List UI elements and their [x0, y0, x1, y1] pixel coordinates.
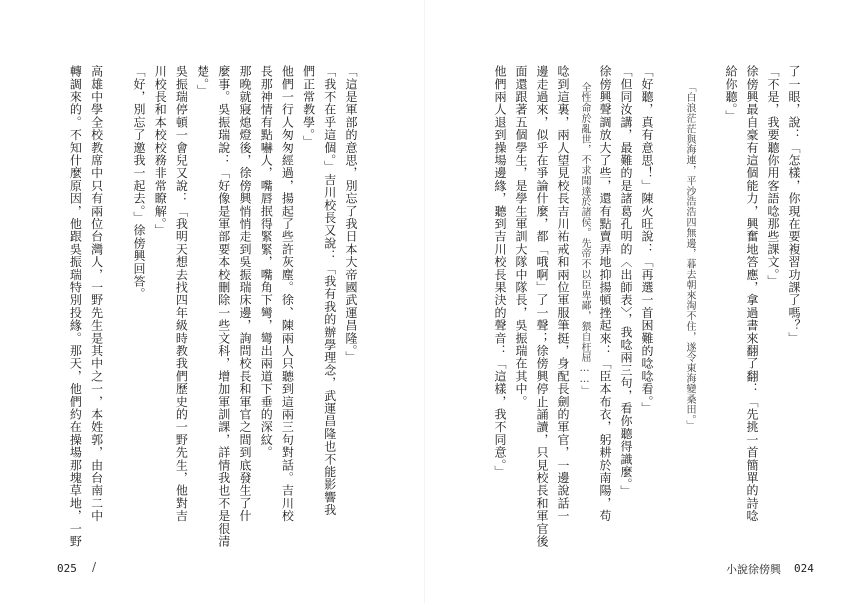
right-text-column: 「白浪茫茫與海連，平沙浩浩四無邊，暮去朝來淘不住，遂令東海變桑田。」 [684, 82, 695, 431]
right-text-column: 邊走過來，似乎在爭論什麼，都「哦啊」了一聲；徐傍興停止誦讀，只見校長和軍官後 [535, 65, 549, 548]
left-page-mark: / [92, 560, 97, 574]
left-text-column: 「我不在乎這個。」吉川校長又說：「我有我的辦學理念，武運昌隆也不能影響我 [322, 65, 337, 517]
right-page [425, 0, 850, 603]
right-text-column: 全性命於亂世，不求聞達於諸侯。先帝不以臣卑鄙，猥自枉屈……」 [579, 82, 590, 396]
right-text-column: 面還跟著五個學生，是學生軍訓大隊中隊長，吳振瑞在其中。 [514, 65, 528, 408]
right-text-column: 徐傍興最自豪有這個能力，興奮地答應，拿過書來翻了翻：「先挑一首簡單的詩唸 [745, 65, 759, 523]
left-text-column: 川校長和本校校務非常瞭解。」 [153, 65, 168, 237]
left-text-column: 長那神情有點嚇人，嘴唇抿得緊緊，嘴角下彎，彎出兩道下垂的深紋。 [259, 65, 274, 459]
left-text-column: 麼事。吳振瑞說：「好像是軍部要本校刪除一些文科，增加軍訓課，詳情我也不是很清 [216, 65, 231, 548]
left-text-column: 那晚就寢熄燈後，徐傍興悄悄走到吳振瑞床邊，詢問校長和軍官之間到底發生了什 [238, 65, 252, 523]
right-text-column: 「但同汝講，最難的是諸葛孔明的〈出師表〉，我唸兩三句，看你聽得識麼。」 [619, 65, 633, 498]
right-text-column: 徐傍興聲調放大了些，還有點賣弄地抑揚頓挫起來：「臣本布衣，躬耕於南陽，苟 [598, 65, 612, 523]
right-text-column: 他們兩人退到操場邊緣，聽到吉川校長果決的聲音：「這樣，我不同意。」 [493, 65, 507, 479]
right-text-column: 給你聽。」 [724, 65, 738, 123]
left-text-column: 高雄中學全校教席中只有兩位台灣人，一野先生是其中之一，本姓郭，由台南二中 [89, 65, 104, 523]
running-head: 小說徐傍興 [726, 563, 781, 576]
left-text-column: 轉調來的。不知什麼原因，他跟吳振瑞特別投緣。那天，他們約在操場那塊草地，一野 [68, 65, 83, 548]
right-text-column: 唸到這裏，兩人望見校長吉川祐戒和兩位軍服筆挺，身配長劍的軍官，一邊說話一 [556, 65, 570, 523]
left-text-column: 吳振瑞停頓一會兒又說：「我明天想去找四年級時教我們歷史的一野先生，他對吉 [174, 65, 189, 523]
right-text-column: 「好聽，真有意思！」陳火旺說：「再選一首困難的唸唸看。」 [640, 65, 654, 415]
right-text-column: 「不是，我要聽你用客語唸那些課文。」 [766, 65, 780, 288]
left-page-number: 025 [57, 562, 77, 575]
left-text-column: 「好，別忘了邀我一起去。」徐傍興回答。 [132, 65, 146, 301]
left-text-column: 楚。」 [195, 65, 210, 98]
left-text-column: 他們一行人匆匆經過，揚起了些許灰塵。徐、陳兩人只聽到這兩三句對話。吉川校 [280, 65, 295, 523]
left-text-column: 「這是軍部的意思，別忘了我日本大帝國武運昌隆。」 [344, 65, 358, 364]
right-page-number: 024 [794, 562, 814, 575]
left-text-column: 們正常教學。」 [301, 65, 316, 148]
right-text-column: 了一眼，說：「怎樣，你現在要複習功課了嗎？」 [787, 65, 801, 345]
